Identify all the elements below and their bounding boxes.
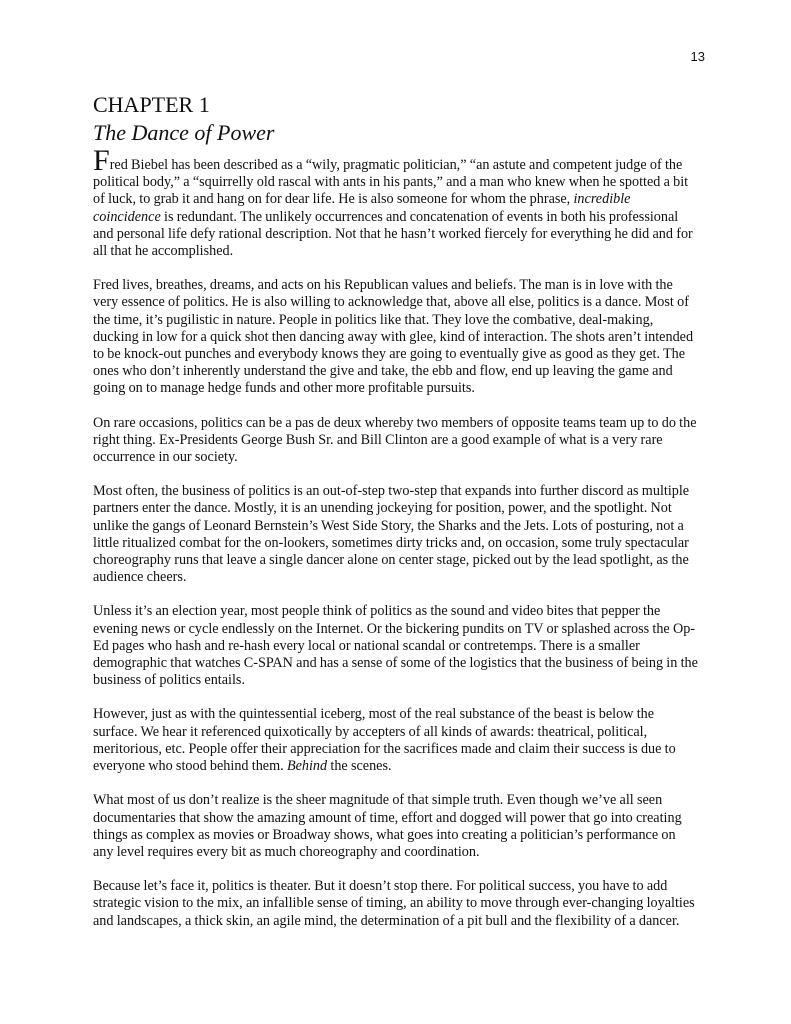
paragraph-6-text-a: However, just as with the quintessential iceberg, most of the real substance of the beast is below the surface. We hear it referenced quixotically by accepters of all kinds of awards: theatrical, political, meritorious, etc. People offer their appreciation for the sacrifices made and claim their success is due to everyone who stood behind them. [93, 706, 676, 775]
paragraph-1-emphasis: incredible coincidence [93, 191, 631, 225]
page-content [93, 90, 699, 947]
paragraph-4: Most often, the business of politics is an out-of-step two-step that expands into further discord as multiple partners enter the dance. Mostly, it is an unending jockeying for position, power, and the spotlight. Not unlike the gangs of Leonard Bernstein’s West Side Story, the Sharks and the Jets. Lots of posturing, not a little ritualized combat for the on-lookers, sometimes dirty tricks and, on occasion, some truly spectacular choreography runs that leave a single dancer alone on center stage, picked out by the lead spotlight, as the audience cheers. [93, 483, 690, 586]
paragraph-7: What most of us don’t realize is the sheer magnitude of that simple truth. Even though we’ve all seen documentaries that show the amazing amount of time, effort and dogged will power that go into creating things as complex as movies or Broadway shows, what goes into creating a politician’s performance on any level requires every bit as much choreography and coordination. [93, 792, 682, 860]
paragraph-1-text-b: is redundant. The unlikely occurrences and concatenation of events in both his professional and personal life defy rational description. Not that he hasn’t worked fiercely for everything he did and for all that he accomplished. [93, 208, 693, 260]
page-number: 13 [690, 49, 705, 64]
chapter-title: The Dance of Power [93, 120, 275, 145]
drop-cap: F [93, 144, 110, 177]
paragraph-6-emphasis: Behind [286, 758, 328, 775]
paragraph-8: Because let’s face it, politics is theater. But it doesn’t stop there. For political success, you have to add strategic vision to the mix, an infallible sense of timing, an ability to move through ever-changing loyalties and landscapes, a thick skin, an agile mind, the determination of a pit bull and the flexibility of a dancer. [93, 878, 695, 929]
paragraph-5: Unless it’s an election year, most people think of politics as the sound and video bites that pepper the evening news or cycle endlessly on the Internet. Or the bickering pundits on TV or splashed across the Op-Ed pages who hash and re-hash every local or national scandal or contretemps. There is a smaller demographic that watches C-SPAN and has a sense of some of the logistics that the business of being in the business of politics entails. [93, 603, 698, 689]
paragraph-3: On rare occasions, politics can be a pas de deux whereby two members of opposite teams team up to do the right thing. Ex-Presidents George Bush Sr. and Bill Clinton are a good example of what is a very rare occurrence in our society. [93, 414, 697, 466]
paragraph-2: Fred lives, breathes, dreams, and acts on his Republican values and beliefs. The man is in love with the very essence of politics. He is also willing to acknowledge that, above all else, politics is a dance. Most of the time, it’s pugilistic in nature. People in politics like that. They love the combative, deal-making, ducking in low for a quick shot then dancing away with glee, kind of interaction. The shots aren’t intended to be knock-out punches and everybody knows they are going to eventually give as good as they get. The ones who don’t inherently understand the give and take, the ebb and flow, end up leaving the game and going on to manage hedge funds and other more profitable pursuits. [93, 277, 694, 397]
paragraph-1-text-a: red Biebel has been described as a “wily, pragmatic politician,” “an astute and competent judge of the political body,” a “squirrelly old rascal with ants in his pants,” and a man who knew when he spotted a bit of luck, to grab it and hang on for dear life. He is also someone for whom the phrase, [93, 157, 689, 208]
paragraph-1 [93, 144, 699, 260]
paragraph-6-text-b: the scenes. [327, 758, 392, 775]
paragraph-6 [93, 706, 699, 775]
chapter-label: CHAPTER 1 [93, 92, 210, 117]
